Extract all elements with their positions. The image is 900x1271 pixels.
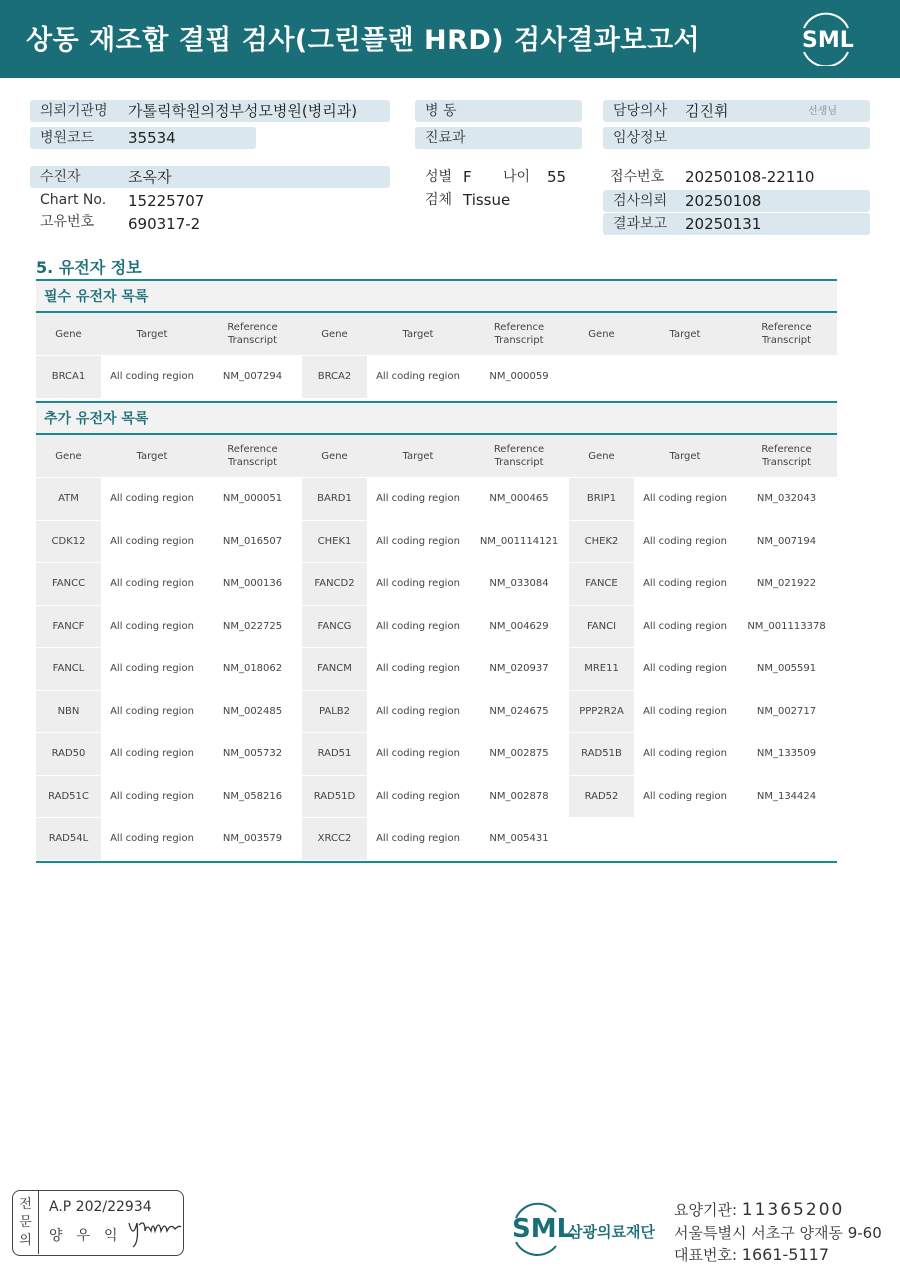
header-gene: Gene	[569, 435, 634, 478]
gene-table-target-cell: All coding region	[101, 356, 203, 399]
gene-table-target-cell: All coding region	[634, 478, 736, 521]
empty-cell	[569, 356, 634, 399]
header-reference	[203, 435, 302, 478]
section-title: 5. 유전자 정보	[36, 258, 142, 277]
receipt-no-value: 20250108-22110	[685, 168, 815, 186]
header-gene: Gene	[302, 313, 367, 356]
examinee-value: 조옥자	[128, 168, 172, 186]
header-reference-line: Transcript	[761, 335, 812, 346]
gene-table-target-cell: All coding region	[101, 691, 203, 734]
report-date-label: 결과보고	[603, 213, 870, 235]
header-target: Target	[634, 435, 736, 478]
required-genes-table	[36, 279, 837, 399]
gene-table-reference-cell: NM_002875	[469, 733, 569, 776]
request-date-label: 검사의뢰	[603, 190, 870, 212]
gene-table-target-cell: All coding region	[367, 521, 469, 564]
gene-table-gene-cell: FANCG	[302, 606, 367, 649]
gene-table-target-cell: All coding region	[101, 733, 203, 776]
gene-table-gene-cell: FANCD2	[302, 563, 367, 606]
gene-table-reference-cell: NM_005591	[736, 648, 837, 691]
ward-label: 병 동	[415, 100, 582, 122]
examinee-label: 수진자	[30, 166, 390, 188]
header-target: Target	[367, 435, 469, 478]
additional-genes-grid	[36, 435, 837, 861]
header-reference-line: Reference	[227, 444, 278, 455]
gene-table-target-cell: All coding region	[101, 648, 203, 691]
header-reference-line: Reference	[493, 322, 545, 333]
footer-phone-label: 대표번호:	[674, 1246, 742, 1264]
gene-table-gene-cell: RAD51	[302, 733, 367, 776]
header-target: Target	[367, 313, 469, 356]
institution-label: 의뢰기관명	[30, 100, 390, 122]
empty-cell	[569, 818, 634, 861]
gene-table-reference-cell: NM_004629	[469, 606, 569, 649]
footer-address: 서울특별시 서초구 양재동 9-60	[674, 1224, 882, 1242]
stamp-side-char: 문	[19, 1214, 32, 1230]
gene-table-gene-cell: MRE11	[569, 648, 634, 691]
chart-no-label: Chart No.	[40, 192, 107, 208]
required-genes-title: 필수 유전자 목록	[36, 279, 837, 313]
sex-value: F	[463, 168, 472, 186]
additional-genes-title: 추가 유전자 목록	[36, 401, 837, 435]
doctor-suffix: 선생님	[808, 106, 837, 117]
header-target: Target	[101, 313, 203, 356]
gene-table-target-cell: All coding region	[367, 818, 469, 861]
gene-table-reference-cell: NM_134424	[736, 776, 837, 819]
doctor-value: 김진휘	[685, 102, 729, 120]
gene-table-reference-cell: NM_000051	[203, 478, 302, 521]
gene-table-gene-cell: ATM	[36, 478, 101, 521]
footer-code-label: 요양기관:	[674, 1201, 742, 1219]
stamp-doctor-name: 양우익	[49, 1228, 132, 1244]
footer-code	[674, 1199, 844, 1220]
header-reference-line: Reference	[227, 322, 278, 333]
unique-no-value: 690317-2	[128, 215, 201, 233]
gene-table-gene-cell: BRCA1	[36, 356, 101, 399]
header-target: Target	[101, 435, 203, 478]
gene-table-gene-cell: RAD54L	[36, 818, 101, 861]
gene-table-target-cell: All coding region	[634, 733, 736, 776]
gene-table-gene-cell: RAD51B	[569, 733, 634, 776]
gene-table-reference-cell: NM_003579	[203, 818, 302, 861]
gene-table-gene-cell: RAD51D	[302, 776, 367, 819]
gene-table-reference-cell: NM_020937	[469, 648, 569, 691]
gene-table-reference-cell: NM_022725	[203, 606, 302, 649]
gene-table-target-cell: All coding region	[634, 521, 736, 564]
gene-table-gene-cell: CHEK1	[302, 521, 367, 564]
gene-table-reference-cell: NM_002878	[469, 776, 569, 819]
footer-code-value: 11365200	[741, 1200, 845, 1220]
gene-table-reference-cell: NM_033084	[469, 563, 569, 606]
stamp-ap-number: A.P 202/22934	[49, 1199, 152, 1215]
gene-table-reference-cell: NM_133509	[736, 733, 837, 776]
gene-table-reference-cell: NM_002485	[203, 691, 302, 734]
gene-table-target-cell: All coding region	[101, 521, 203, 564]
header-reference	[469, 435, 569, 478]
header-reference	[469, 313, 569, 356]
gene-table-gene-cell: RAD52	[569, 776, 634, 819]
header-reference-line: Reference	[761, 444, 812, 455]
doctor-label: 담당의사	[603, 100, 870, 122]
gene-table-gene-cell: PPP2R2A	[569, 691, 634, 734]
gene-table-reference-cell: NM_024675	[469, 691, 569, 734]
gene-table-reference-cell: NM_018062	[203, 648, 302, 691]
gene-table-target-cell: All coding region	[367, 733, 469, 776]
gene-table-target-cell: All coding region	[101, 563, 203, 606]
footer-logo-text: SML	[512, 1214, 574, 1244]
additional-genes-table	[36, 401, 837, 863]
gene-table-target-cell: All coding region	[367, 563, 469, 606]
footer-org-name: 삼광의료재단	[568, 1223, 655, 1241]
clinical-info-label: 임상정보	[603, 127, 870, 149]
empty-cell	[634, 356, 736, 399]
stamp-side-char: 전	[19, 1196, 32, 1212]
request-date-value: 20250108	[685, 192, 762, 210]
gene-table-reference-cell: NM_001113378	[736, 606, 837, 649]
gene-table-target-cell: All coding region	[367, 776, 469, 819]
department-label: 진료과	[415, 127, 582, 149]
gene-table-reference-cell: NM_021922	[736, 563, 837, 606]
header-gene: Gene	[302, 435, 367, 478]
gene-table-gene-cell: RAD51C	[36, 776, 101, 819]
header-reference	[736, 435, 837, 478]
header-reference	[203, 313, 302, 356]
gene-table-gene-cell: RAD50	[36, 733, 101, 776]
header-target: Target	[634, 313, 736, 356]
header-reference-line: Transcript	[494, 457, 544, 468]
specimen-value: Tissue	[463, 191, 511, 209]
gene-table-reference-cell: NM_000465	[469, 478, 569, 521]
sml-logo	[796, 12, 856, 66]
header-reference-line: Transcript	[494, 335, 544, 346]
specialist-stamp	[12, 1190, 184, 1256]
gene-table-gene-cell: FANCL	[36, 648, 101, 691]
gene-table-gene-cell: CDK12	[36, 521, 101, 564]
age-value: 55	[547, 168, 567, 186]
gene-table-gene-cell: BARD1	[302, 478, 367, 521]
sml-logo-text: SML	[802, 28, 854, 53]
gene-table-gene-cell: BRCA2	[302, 356, 367, 399]
gene-table-target-cell: All coding region	[101, 606, 203, 649]
gene-table-target-cell: All coding region	[634, 648, 736, 691]
gene-table-reference-cell: NM_000136	[203, 563, 302, 606]
gene-table-gene-cell: FANCI	[569, 606, 634, 649]
empty-cell	[736, 818, 837, 861]
gene-table-gene-cell: FANCF	[36, 606, 101, 649]
receipt-no-label: 접수번호	[610, 169, 665, 185]
report-header	[0, 0, 900, 78]
header-reference-line: Reference	[761, 322, 812, 333]
gene-table-target-cell: All coding region	[367, 648, 469, 691]
gene-table-reference-cell: NM_002717	[736, 691, 837, 734]
sex-label: 성별	[425, 169, 453, 185]
footer-logo	[510, 1200, 670, 1256]
gene-table-reference-cell: NM_007294	[203, 356, 302, 399]
gene-table-target-cell: All coding region	[367, 606, 469, 649]
unique-no-label: 고유번호	[40, 214, 95, 230]
header-gene: Gene	[36, 435, 101, 478]
gene-table-target-cell: All coding region	[367, 356, 469, 399]
stamp-side-char: 의	[19, 1232, 32, 1248]
age-label: 나이	[503, 169, 531, 185]
gene-table-target-cell: All coding region	[367, 478, 469, 521]
signature-icon	[125, 1209, 183, 1249]
footer-phone	[674, 1244, 829, 1265]
chart-no-value: 15225707	[128, 192, 205, 210]
empty-cell	[736, 356, 837, 399]
gene-table-target-cell: All coding region	[634, 563, 736, 606]
gene-table-reference-cell: NM_016507	[203, 521, 302, 564]
gene-table-target-cell: All coding region	[634, 606, 736, 649]
gene-table-gene-cell: FANCM	[302, 648, 367, 691]
gene-table-gene-cell: NBN	[36, 691, 101, 734]
stamp-side-label	[13, 1191, 39, 1254]
gene-table-gene-cell: XRCC2	[302, 818, 367, 861]
gene-table-reference-cell: NM_005431	[469, 818, 569, 861]
gene-table-target-cell: All coding region	[367, 691, 469, 734]
header-reference-line: Reference	[493, 444, 545, 455]
gene-table-target-cell: All coding region	[101, 818, 203, 861]
hospital-code-label: 병원코드	[30, 127, 256, 149]
specimen-label: 검체	[425, 192, 453, 208]
header-gene: Gene	[36, 313, 101, 356]
gene-table-gene-cell: BRIP1	[569, 478, 634, 521]
gene-table-reference-cell: NM_000059	[469, 356, 569, 399]
gene-table-target-cell: All coding region	[101, 478, 203, 521]
gene-table-gene-cell: FANCE	[569, 563, 634, 606]
gene-table-reference-cell: NM_001114121	[469, 521, 569, 564]
header-gene: Gene	[569, 313, 634, 356]
header-reference-line: Transcript	[227, 457, 278, 468]
empty-cell	[634, 818, 736, 861]
gene-table-gene-cell: FANCC	[36, 563, 101, 606]
institution-value: 가톨릭학원의정부성모병원(병리과)	[128, 102, 358, 120]
gene-table-reference-cell: NM_032043	[736, 478, 837, 521]
gene-table-gene-cell: PALB2	[302, 691, 367, 734]
header-reference-line: Transcript	[227, 335, 278, 346]
footer-phone-value: 1661-5117	[741, 1245, 830, 1264]
report-date-value: 20250131	[685, 215, 762, 233]
hospital-code-value: 35534	[128, 129, 176, 147]
gene-table-gene-cell: CHEK2	[569, 521, 634, 564]
header-reference	[736, 313, 837, 356]
gene-table-reference-cell: NM_005732	[203, 733, 302, 776]
gene-table-target-cell: All coding region	[634, 776, 736, 819]
gene-table-target-cell: All coding region	[634, 691, 736, 734]
gene-table-reference-cell: NM_058216	[203, 776, 302, 819]
gene-table-reference-cell: NM_007194	[736, 521, 837, 564]
report-title: 상동 재조합 결핍 검사(그린플랜 HRD) 검사결과보고서	[26, 25, 701, 56]
gene-table-target-cell: All coding region	[101, 776, 203, 819]
header-reference-line: Transcript	[761, 457, 812, 468]
required-genes-grid	[36, 313, 837, 399]
